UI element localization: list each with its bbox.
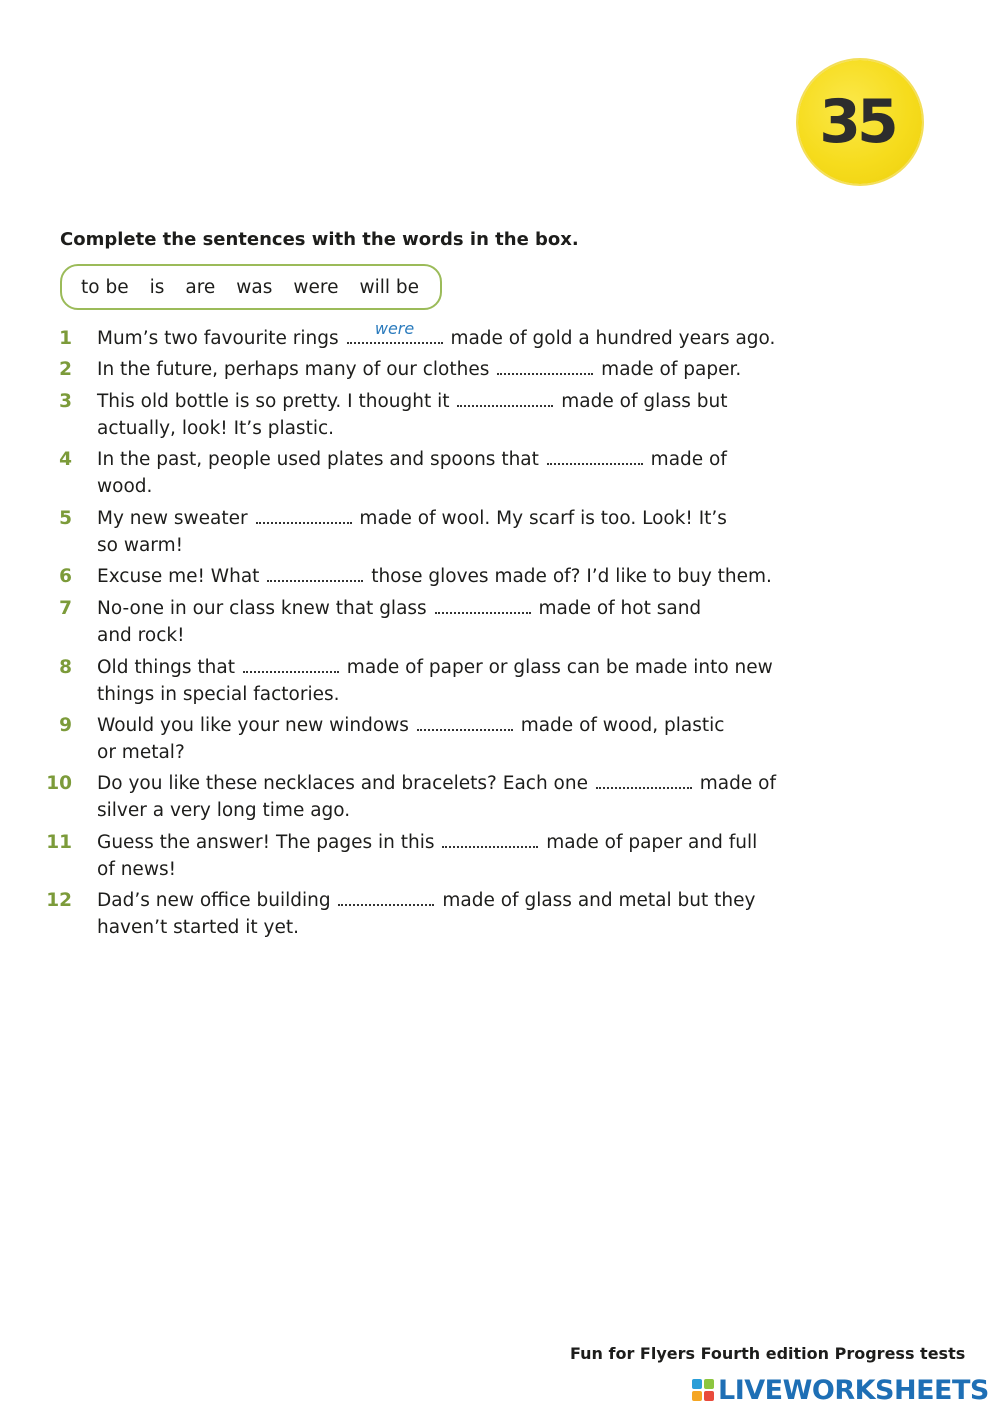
sentence-end: made of glass but: [561, 391, 728, 412]
sentence-end: made of hot sand: [538, 598, 702, 619]
liveworksheets-logo: [692, 1373, 989, 1407]
sentence-start: Do you like these necklaces and bracelets? Each one: [97, 773, 588, 794]
sentence-continuation: silver a very long time ago.: [97, 800, 351, 821]
item-number: 3: [59, 391, 72, 412]
sentence-end: made of: [650, 449, 727, 470]
footer-title: Fun for Flyers Fourth edition Progress tests: [570, 1344, 966, 1363]
word-box-item: to be: [81, 276, 129, 298]
sentence-end: made of paper and full: [546, 832, 758, 853]
sentence-continuation: or metal?: [97, 742, 185, 763]
answer-blank[interactable]: [347, 319, 443, 344]
answer-blank[interactable]: [417, 715, 513, 731]
sentence-continuation: haven’t started it yet.: [97, 917, 299, 938]
item-sentence: [97, 654, 817, 708]
unit-number: 35: [819, 87, 895, 157]
item-sentence: [97, 388, 817, 442]
sentence-start: My new sweater: [97, 508, 248, 529]
answer-blank[interactable]: [267, 566, 363, 582]
answer-blank[interactable]: [497, 359, 593, 375]
liveworksheets-logo-icon: [692, 1379, 714, 1401]
sentence-start: Dad’s new office building: [97, 890, 331, 911]
item-number: 11: [46, 832, 72, 853]
item-sentence: [97, 356, 817, 383]
sentence-end: made of: [699, 773, 776, 794]
answer-blank[interactable]: [338, 890, 434, 906]
sentence-continuation: so warm!: [97, 535, 184, 556]
answer-blank[interactable]: [256, 508, 352, 524]
logo-square-icon: [692, 1379, 702, 1389]
sentence-start: Would you like your new windows: [97, 715, 409, 736]
sentence-end: those gloves made of? I’d like to buy them.: [371, 566, 772, 587]
item-number: 6: [59, 566, 72, 587]
word-box-item: were: [293, 276, 339, 298]
item-number: 7: [59, 598, 72, 619]
item-sentence: [97, 887, 817, 941]
sentence-continuation: actually, look! It’s plastic.: [97, 418, 335, 439]
unit-number-badge: [798, 60, 922, 184]
sentence-end: made of wool. My scarf is too. Look! It’s: [359, 508, 727, 529]
answer-blank[interactable]: [596, 773, 692, 789]
item-number: 5: [59, 508, 72, 529]
item-number: 2: [59, 359, 72, 380]
item-sentence: [97, 595, 817, 649]
sentence-start: In the past, people used plates and spoons that: [97, 449, 539, 470]
sentence-start: Guess the answer! The pages in this: [97, 832, 435, 853]
answer-text: were: [374, 319, 415, 338]
sentence-end: made of glass and metal but they: [442, 890, 756, 911]
item-sentence: [97, 446, 817, 500]
sentence-start: Mum’s two favourite rings: [97, 328, 339, 349]
item-number: 1: [59, 328, 72, 349]
sentence-end: made of gold a hundred years ago.: [450, 328, 776, 349]
word-box-item: was: [236, 276, 273, 298]
sentence-start: This old bottle is so pretty. I thought it: [97, 391, 450, 412]
item-number: 8: [59, 657, 72, 678]
answer-blank[interactable]: [547, 449, 643, 465]
instruction-heading: Complete the sentences with the words in the box.: [60, 229, 579, 250]
liveworksheets-wordmark: LIVEWORKSHEETS: [718, 1374, 989, 1406]
item-number: 10: [46, 773, 72, 794]
logo-square-icon: [692, 1391, 702, 1401]
answer-blank[interactable]: [243, 657, 339, 673]
item-number: 4: [59, 449, 72, 470]
sentence-end: made of wood, plastic: [520, 715, 725, 736]
answer-blank[interactable]: [457, 391, 553, 407]
sentence-end: made of paper.: [601, 359, 742, 380]
item-sentence: [97, 770, 817, 824]
word-box: [60, 264, 442, 310]
word-box-item: is: [149, 276, 165, 298]
sentence-continuation: of news!: [97, 859, 177, 880]
sentence-continuation: wood.: [97, 476, 153, 497]
answer-blank[interactable]: [435, 598, 531, 614]
word-box-item: are: [185, 276, 216, 298]
item-number: 12: [46, 890, 72, 911]
sentence-start: No-one in our class knew that glass: [97, 598, 427, 619]
sentence-continuation: and rock!: [97, 625, 185, 646]
sentence-start: Excuse me! What: [97, 566, 260, 587]
sentence-continuation: things in special factories.: [97, 684, 340, 705]
sentence-start: Old things that: [97, 657, 236, 678]
item-sentence: [97, 563, 817, 590]
answer-blank[interactable]: [442, 832, 538, 848]
sentence-start: In the future, perhaps many of our clothes: [97, 359, 490, 380]
logo-square-icon: [704, 1379, 714, 1389]
item-number: 9: [59, 715, 72, 736]
item-sentence: [97, 829, 817, 883]
item-sentence: [97, 505, 817, 559]
item-sentence: [97, 319, 817, 352]
sentence-end: made of paper or glass can be made into new: [346, 657, 773, 678]
word-box-item: will be: [359, 276, 420, 298]
logo-square-icon: [704, 1391, 714, 1401]
item-sentence: [97, 712, 817, 766]
